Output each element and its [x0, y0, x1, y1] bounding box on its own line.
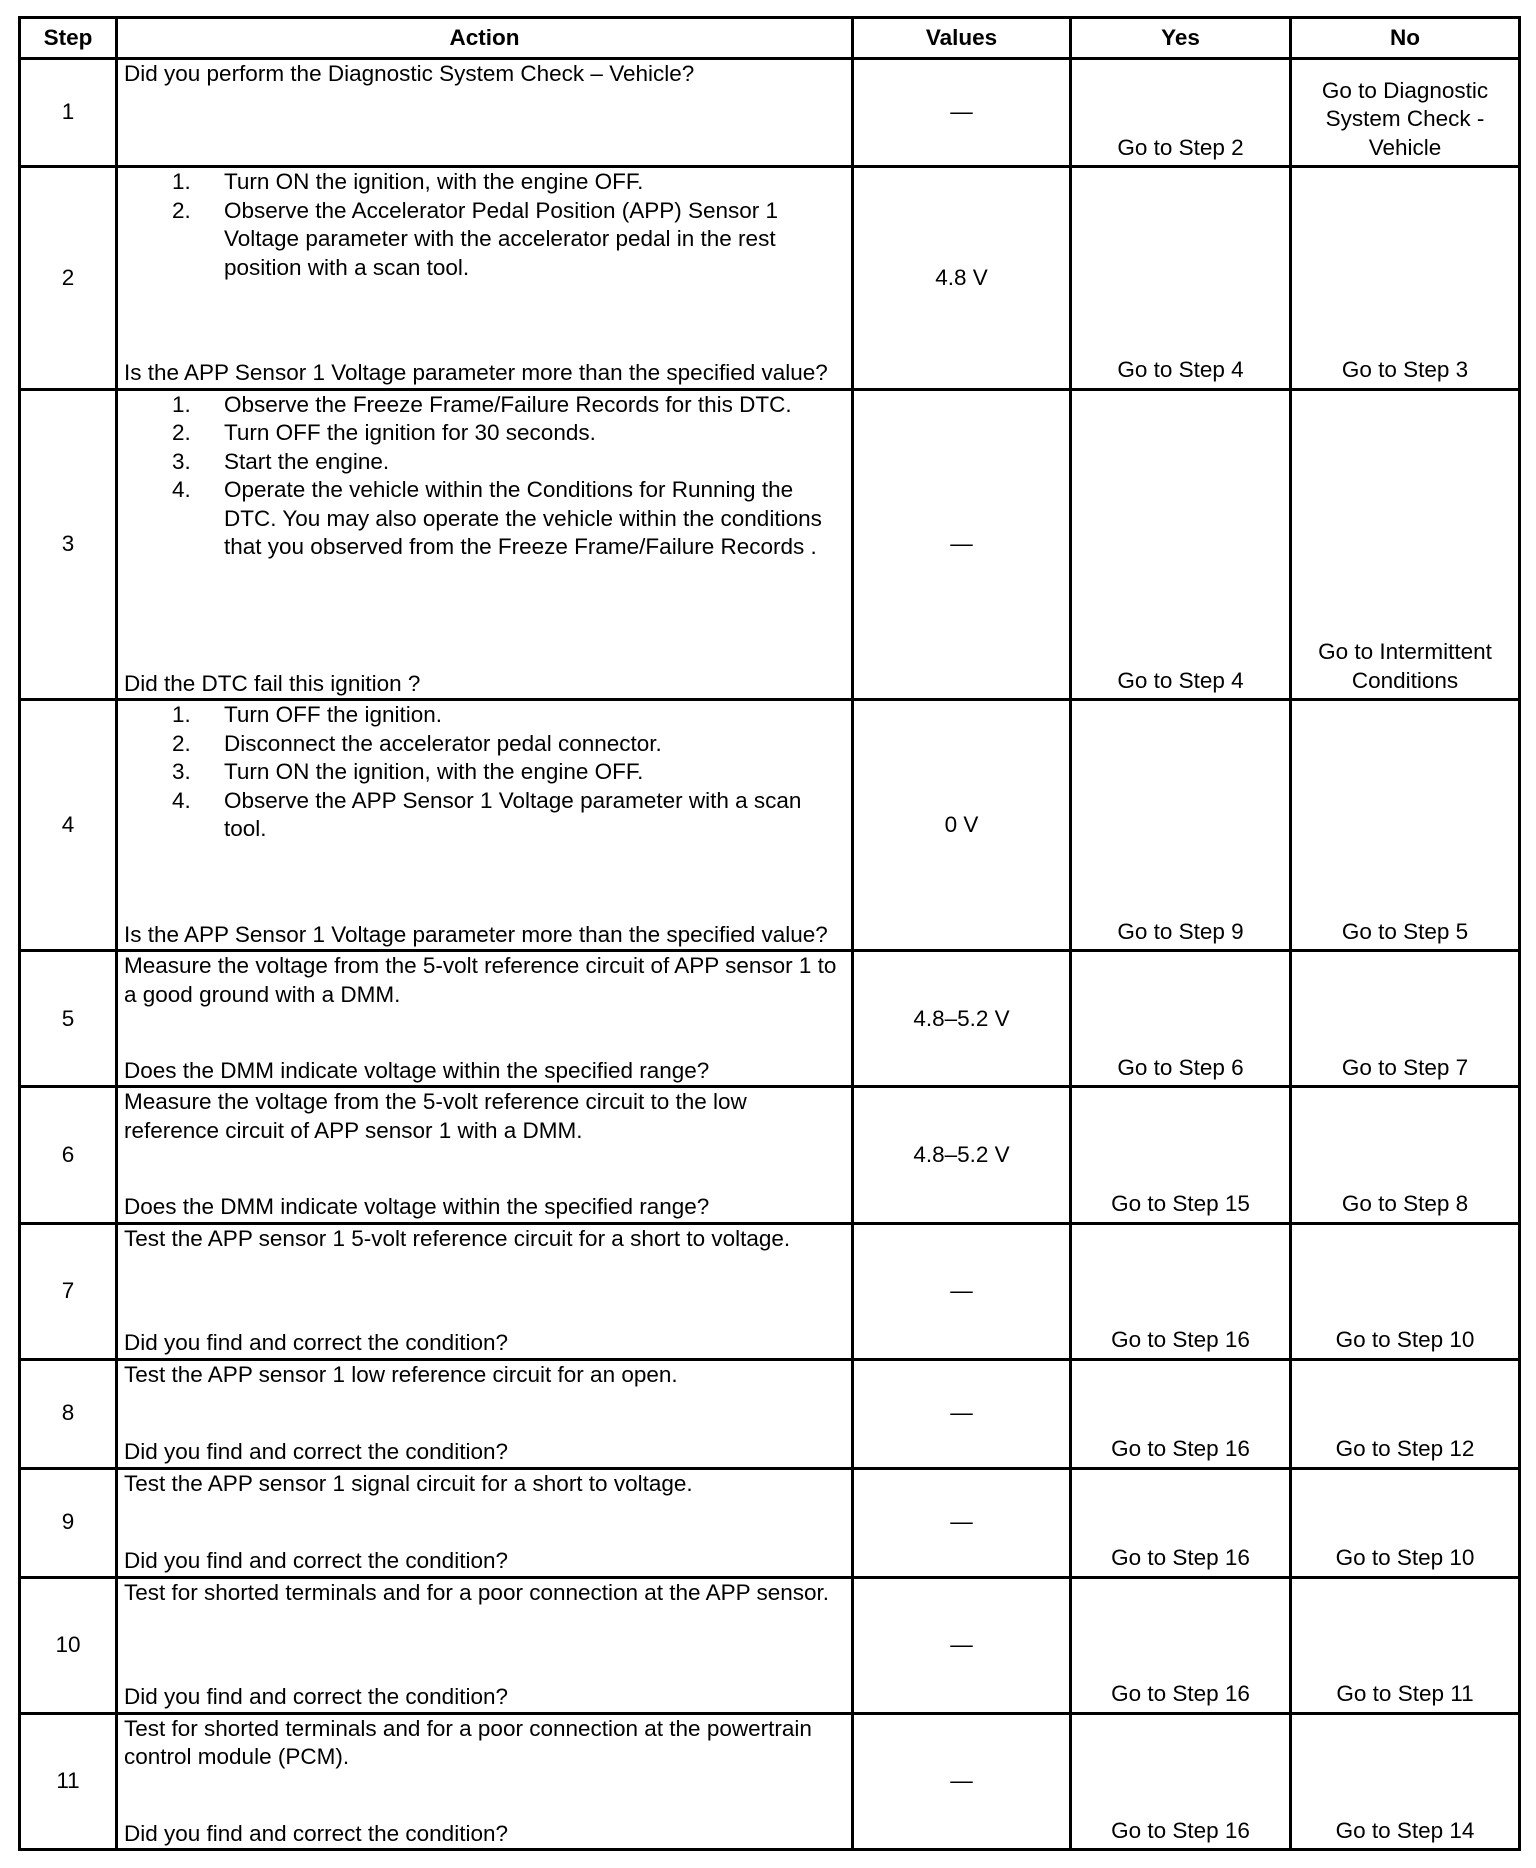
header-values: Values	[853, 18, 1071, 59]
list-item	[172, 476, 841, 562]
action-content	[124, 1225, 841, 1358]
action-text: Test for shorted terminals and for a poor connection at the APP sensor.	[124, 1579, 829, 1605]
value-cell: 4.8 V	[853, 167, 1071, 390]
action-content	[124, 952, 841, 1085]
no-link[interactable]: Go to Step 5	[1291, 700, 1520, 951]
step-number: 5	[20, 951, 117, 1087]
table-row	[20, 389, 1520, 699]
value-cell: —	[853, 1468, 1071, 1577]
table-row	[20, 1468, 1520, 1577]
step-number: 8	[20, 1359, 117, 1468]
no-link[interactable]: Go to Step 3	[1291, 167, 1520, 390]
list-item-number: 3.	[172, 759, 191, 785]
action-question: Is the APP Sensor 1 Voltage parameter more than the specified value?	[124, 360, 828, 386]
action-content	[124, 1579, 841, 1712]
yes-link[interactable]: Go to Step 4	[1071, 389, 1291, 699]
list-item-number: 2.	[172, 197, 191, 223]
header-no: No	[1291, 18, 1520, 59]
step-number: 10	[20, 1577, 117, 1713]
list-item-number: 4.	[172, 477, 191, 503]
no-link[interactable]: Go to Step 7	[1291, 951, 1520, 1087]
yes-link[interactable]: Go to Step 16	[1071, 1713, 1291, 1849]
list-item	[172, 168, 841, 197]
list-item	[172, 197, 841, 283]
action-cell	[117, 59, 853, 167]
step-number: 2	[20, 167, 117, 390]
action-steps-list	[124, 168, 841, 282]
action-steps-list	[124, 701, 841, 844]
action-text: Test the APP sensor 1 low reference circuit for an open.	[124, 1361, 678, 1387]
action-cell	[117, 1223, 853, 1359]
header-yes: Yes	[1071, 18, 1291, 59]
step-number: 6	[20, 1087, 117, 1223]
action-question: Does the DMM indicate voltage within the specified range?	[124, 1194, 710, 1220]
list-item-number: 1.	[172, 391, 191, 417]
list-item-number: 1.	[172, 169, 191, 195]
no-link[interactable]: Go to Diagnostic System Check - Vehicle	[1291, 59, 1520, 167]
action-question: Does the DMM indicate voltage within the specified range?	[124, 1057, 710, 1083]
action-content	[124, 1361, 841, 1467]
value-cell: —	[853, 59, 1071, 167]
yes-link[interactable]: Go to Step 15	[1071, 1087, 1291, 1223]
no-link[interactable]: Go to Step 10	[1291, 1223, 1520, 1359]
action-cell	[117, 1359, 853, 1468]
no-link[interactable]: Go to Intermittent Conditions	[1291, 389, 1520, 699]
table-row	[20, 1359, 1520, 1468]
step-number: 4	[20, 700, 117, 951]
list-item	[172, 787, 841, 844]
action-text: Test the APP sensor 1 signal circuit for a short to voltage.	[124, 1470, 693, 1496]
yes-link[interactable]: Go to Step 2	[1071, 59, 1291, 167]
action-cell	[117, 389, 853, 699]
list-item-text: Turn ON the ignition, with the engine OFF.	[224, 169, 644, 195]
diagnostic-table	[18, 16, 1521, 1851]
table-row	[20, 1223, 1520, 1359]
action-question: Did you find and correct the condition?	[124, 1330, 508, 1356]
table-row	[20, 1577, 1520, 1713]
list-item	[172, 701, 841, 730]
list-item-text: Operate the vehicle within the Conditions for Running the DTC. You may also operate the vehicle within the conditions that you observed from the Freeze Frame/Failure Records .	[224, 477, 822, 560]
action-text: Measure the voltage from the 5-volt reference circuit of APP sensor 1 to a good ground with a DMM.	[124, 953, 837, 1007]
no-link[interactable]: Go to Step 10	[1291, 1468, 1520, 1577]
header-step: Step	[20, 18, 117, 59]
no-link[interactable]: Go to Step 14	[1291, 1713, 1520, 1849]
action-question: Did you find and correct the condition?	[124, 1439, 508, 1465]
step-number: 3	[20, 389, 117, 699]
value-cell: —	[853, 1359, 1071, 1468]
list-item-number: 2.	[172, 730, 191, 756]
action-steps-list	[124, 391, 841, 562]
table-row	[20, 1713, 1520, 1849]
action-text: Did you perform the Diagnostic System Check – Vehicle?	[124, 61, 695, 86]
no-link[interactable]: Go to Step 11	[1291, 1577, 1520, 1713]
action-content	[124, 1715, 841, 1848]
header-action: Action	[117, 18, 853, 59]
list-item	[172, 448, 841, 477]
action-question: Is the APP Sensor 1 Voltage parameter more than the specified value?	[124, 921, 828, 947]
action-cell	[117, 1087, 853, 1223]
yes-link[interactable]: Go to Step 16	[1071, 1223, 1291, 1359]
table-body	[20, 59, 1520, 1850]
table-row	[20, 59, 1520, 167]
list-item-number: 1.	[172, 702, 191, 728]
value-cell: 4.8–5.2 V	[853, 1087, 1071, 1223]
list-item-text: Start the engine.	[224, 448, 390, 474]
list-item-number: 4.	[172, 787, 191, 813]
yes-link[interactable]: Go to Step 6	[1071, 951, 1291, 1087]
list-item-text: Turn OFF the ignition.	[224, 702, 443, 728]
table-row	[20, 700, 1520, 951]
list-item	[172, 730, 841, 759]
list-item-text: Observe the Freeze Frame/Failure Records for this DTC.	[224, 391, 792, 417]
value-cell: —	[853, 1713, 1071, 1849]
value-cell: —	[853, 389, 1071, 699]
action-cell	[117, 951, 853, 1087]
value-cell: 0 V	[853, 700, 1071, 951]
yes-link[interactable]: Go to Step 9	[1071, 700, 1291, 951]
list-item-number: 2.	[172, 420, 191, 446]
yes-link[interactable]: Go to Step 16	[1071, 1468, 1291, 1577]
list-item-text: Turn OFF the ignition for 30 seconds.	[224, 420, 596, 446]
no-link[interactable]: Go to Step 12	[1291, 1359, 1520, 1468]
action-content	[124, 701, 841, 949]
action-content	[124, 1088, 841, 1221]
yes-link[interactable]: Go to Step 16	[1071, 1577, 1291, 1713]
yes-link[interactable]: Go to Step 16	[1071, 1359, 1291, 1468]
no-link[interactable]: Go to Step 8	[1291, 1087, 1520, 1223]
action-cell	[117, 700, 853, 951]
action-cell	[117, 1577, 853, 1713]
action-question: Did you find and correct the condition?	[124, 1548, 508, 1574]
action-cell	[117, 1468, 853, 1577]
step-number: 9	[20, 1468, 117, 1577]
list-item-number: 3.	[172, 448, 191, 474]
list-item-text: Turn ON the ignition, with the engine OFF.	[224, 759, 644, 785]
diagnostic-page	[18, 16, 1518, 1851]
action-text: Measure the voltage from the 5-volt reference circuit to the low reference circuit of APP sensor 1 with a DMM.	[124, 1089, 747, 1143]
list-item	[172, 391, 841, 420]
action-cell	[117, 167, 853, 390]
list-item-text: Observe the Accelerator Pedal Position (APP) Sensor 1 Voltage parameter with the accelerator pedal in the rest position with a scan tool.	[224, 197, 779, 280]
list-item	[172, 758, 841, 787]
step-number: 1	[20, 59, 117, 167]
value-cell: —	[853, 1223, 1071, 1359]
header-row	[20, 18, 1520, 59]
table-row	[20, 167, 1520, 390]
action-question: Did you find and correct the condition?	[124, 1820, 508, 1846]
yes-link[interactable]: Go to Step 4	[1071, 167, 1291, 390]
value-cell: —	[853, 1577, 1071, 1713]
list-item	[172, 419, 841, 448]
action-content	[124, 60, 841, 165]
value-cell: 4.8–5.2 V	[853, 951, 1071, 1087]
action-content	[124, 168, 841, 388]
step-number: 7	[20, 1223, 117, 1359]
action-content	[124, 1470, 841, 1576]
table-row	[20, 951, 1520, 1087]
action-text: Test the APP sensor 1 5-volt reference circuit for a short to voltage.	[124, 1225, 791, 1251]
action-question: Did you find and correct the condition?	[124, 1684, 508, 1710]
action-text: Test for shorted terminals and for a poor connection at the powertrain control module (PCM).	[124, 1715, 812, 1770]
table-row	[20, 1087, 1520, 1223]
action-content	[124, 391, 841, 698]
list-item-text: Disconnect the accelerator pedal connector.	[224, 730, 662, 756]
list-item-text: Observe the APP Sensor 1 Voltage parameter with a scan tool.	[224, 787, 802, 842]
action-cell	[117, 1713, 853, 1849]
step-number: 11	[20, 1713, 117, 1849]
action-question: Did the DTC fail this ignition ?	[124, 670, 421, 696]
